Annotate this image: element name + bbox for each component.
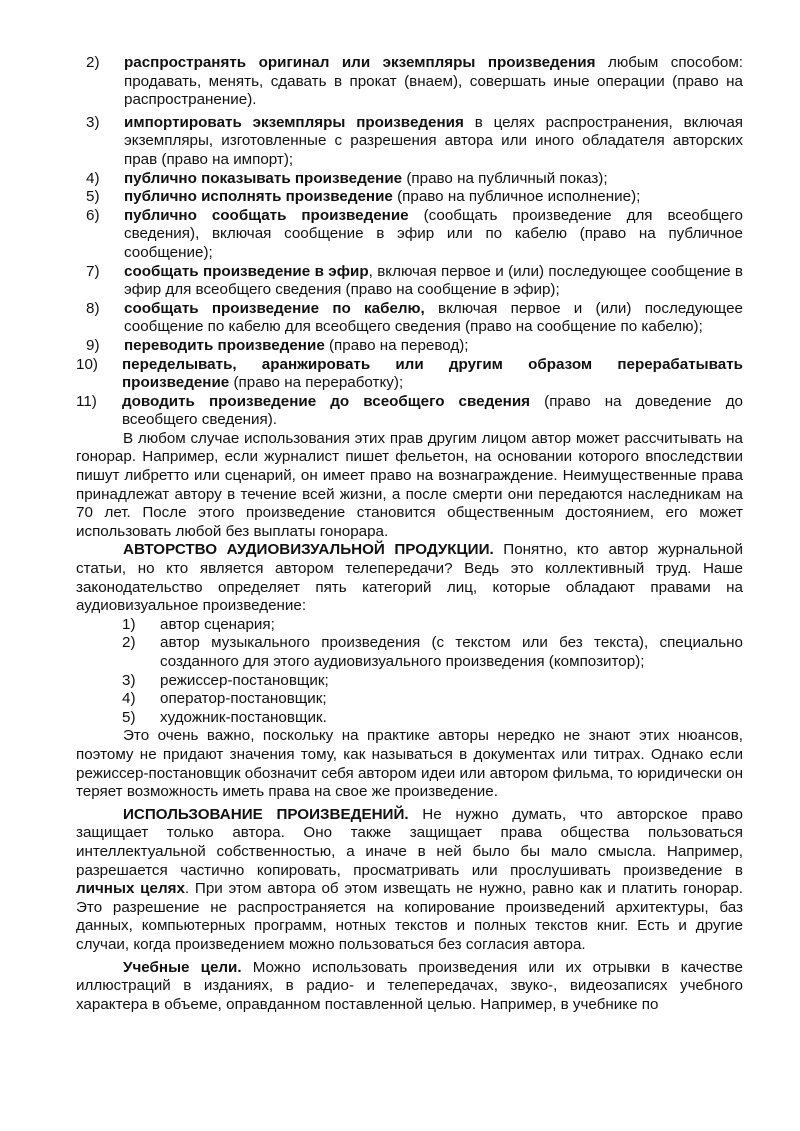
list-number: 3) [122,671,136,689]
list-text [124,188,743,207]
list-item [76,300,743,337]
list-text-rest: (право на переработку); [229,374,404,392]
bold-term: публично исполнять произведение [124,188,393,206]
list-number: 5) [122,708,136,726]
paragraph-royalties: В любом случае использования этих прав другим лицом автор может рассчитывать на гонорар. Например, если журналист пишет фельетон, на основании которого впоследствии пишут либретто или сценарий, он имеет право на вознаграждение. Неимущественные права принадлежат автору в течение всей жизни, а после смерти они передаются наследникам на 70 лет. После этого произведение становится общественным достоянием, его может использовать любой без выплаты гонорара. [76,429,743,540]
list-number: 1) [122,615,136,633]
list-text: режиссер-постановщик; [160,671,329,689]
list-number: 9) [86,336,100,354]
list-text [124,300,743,337]
list-text-rest: (право на доведение до всеобщего сведения). [122,392,743,429]
paragraph-text: Можно использовать произведения или их отрывки в качестве иллюстраций в изданиях, в радио- и телепередачах, звуко-, видеозаписях учебного характера в объеме, оправданном поставленной целью. Например, в учебнике по [76,958,743,1013]
list-item [76,207,743,263]
list-text-rest: (сообщать произведение для всеобщего сведения), включая сообщение в эфир или по кабелю (право на публичное сообщение); [124,206,743,261]
paragraph-nuances: Это очень важно, поскольку на практике авторы нередко не знают этих нюансов, поэтому не придают значения тому, как называться в документах или титрах. Однако если режиссер-постановщик обозначит себя автором идеи или автором фильма, то юридически он теряет возможность иметь права на свое же произведение. [76,727,743,801]
list-item [76,263,743,300]
list-item [76,356,743,393]
list-text [124,263,743,300]
list-text: автор музыкального произведения (с текстом или без текста), специально созданного для этого аудиовизуального произведения (композитор); [160,634,743,670]
bold-term: переводить произведение [124,336,325,354]
list-number: 11) [76,392,97,410]
section-heading: Учебные цели. [123,958,242,976]
bold-term: публично сообщать произведение [124,206,409,224]
list-item [76,114,743,170]
bold-term: переделывать, аранжировать или другим образом перерабатывать произведение [122,355,743,392]
bold-term: сообщать произведение по кабелю, [124,299,425,317]
list-number: 5) [86,188,100,206]
list-number: 4) [86,169,100,187]
list-item [76,634,743,671]
list-text [124,207,743,263]
list-item [76,188,743,207]
section-heading: АВТОРСТВО АУДИОВИЗУАЛЬНОЙ ПРОДУКЦИИ. [123,541,494,559]
paragraph-usage [76,806,743,955]
list-item [76,616,743,635]
list-item [76,170,743,189]
document-page [76,54,743,1014]
list-item [76,672,743,691]
list-text: оператор-постановщик; [160,690,327,708]
list-text [124,54,743,110]
list-text [124,114,743,170]
list-text: автор сценария; [160,615,275,633]
bold-term: импортировать экземпляры произведения [124,113,464,131]
bold-term: доводить произведение до всеобщего сведения [122,392,531,410]
list-text: художник-постановщик. [160,708,327,726]
list-text-rest: (право на публичный показ); [402,169,608,187]
list-number: 2) [86,54,100,71]
paragraph-text: Понятно, кто автор журнальной статьи, но кто является автором телепередачи? Ведь это коллективный труд. Наше законодательство определяет пять категорий лиц, которые обладают правами на аудиовизуальное произведение: [76,541,743,615]
paragraph-text: Не нужно думать, что авторское право защищает только автора. Оно также защищает права общества пользоваться интеллектуальной собственностью, а иначе в ней было бы мало смысла. Например, разрешается частично копировать, просматривать или прослушивать произведение в [76,805,744,879]
list-number: 3) [86,113,100,131]
list-number: 2) [122,634,136,652]
list-item [76,54,743,110]
list-text-rest: , включая первое и (или) последующее сообщение в эфир для всеобщего сведения (право на сообщение в эфир); [124,262,743,299]
list-text-rest: любым способом: продавать, менять, сдавать в прокат (внаем), совершать иные операции (право на распространение). [124,54,744,109]
list-item [76,337,743,356]
list-text-rest: включая первое и (или) последующее сообщение по кабелю для всеобщего сведения (право на сообщение по кабелю); [124,299,743,336]
list-item [76,709,743,728]
list-text [124,170,743,189]
list-text [122,356,743,393]
list-number: 7) [86,262,100,280]
paragraph-educational [76,959,743,1015]
list-text-rest: (право на публичное исполнение); [392,188,641,206]
list-number: 10) [76,355,98,373]
list-item [76,690,743,709]
list-number: 4) [122,690,136,708]
section-heading: ИСПОЛЬЗОВАНИЕ ПРОИЗВЕДЕНИЙ. [123,805,409,823]
list-text-rest: в целях распространения, включая экземпляры, изготовленные с разрешения автора или иного обладателя авторских прав (право на импорт); [124,113,743,168]
list-text-rest: (право на перевод); [324,336,469,354]
bold-term: публично показывать произведение [124,169,403,187]
list-text [122,393,743,430]
bold-term: личных целях [76,880,185,898]
bold-term: сообщать произведение в эфир [124,262,369,280]
paragraph-text: . При этом автора об этом извещать не нужно, равно как и платить гонорар. Это разрешение не распространяется на копирование произведений архитектуры, баз данных, компьютерных программ, нотных текстов и полных текстов книг. Есть и другие случаи, когда произведением можно пользоваться без согласия автора. [76,880,743,953]
list-text [124,337,743,356]
list-number: 6) [86,206,100,224]
list-number: 8) [86,299,100,317]
bold-term: распространять оригинал или экземпляры произведения [124,54,596,71]
paragraph-audiovisual [76,541,743,615]
list-item [76,393,743,430]
